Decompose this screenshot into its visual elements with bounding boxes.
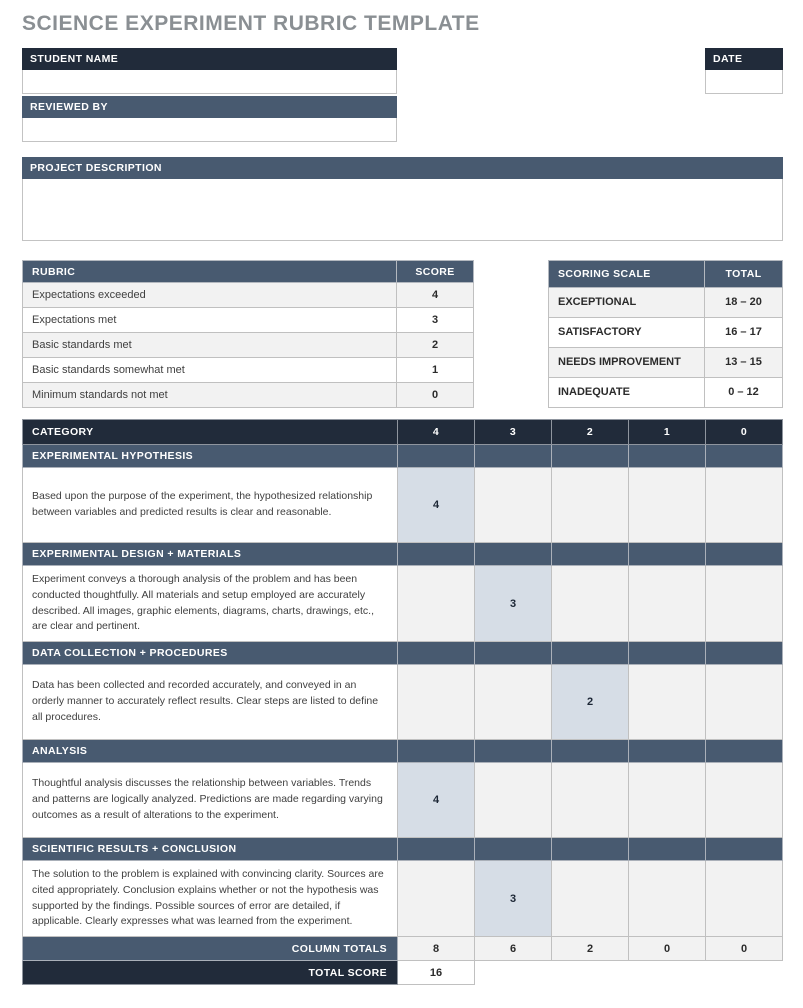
section-description-row xyxy=(23,468,783,543)
scoring-scale-table xyxy=(548,260,783,408)
empty-cell xyxy=(706,961,783,985)
empty-cell xyxy=(629,961,706,985)
total-score-row xyxy=(23,961,783,985)
scale-row-total: 0 – 12 xyxy=(705,377,783,407)
scale-header-total: TOTAL xyxy=(705,261,783,288)
scale-row xyxy=(549,317,783,347)
scale-row-total: 16 – 17 xyxy=(705,317,783,347)
score-cell[interactable]: 4 xyxy=(398,468,475,543)
rubric-row-score: 3 xyxy=(397,308,474,333)
score-cell[interactable] xyxy=(629,861,706,937)
rubric-row-score: 2 xyxy=(397,333,474,358)
rubric-row-label: Minimum standards not met xyxy=(23,383,397,408)
scale-row-total: 18 – 20 xyxy=(705,287,783,317)
section-title-row xyxy=(23,642,783,665)
score-column-header: 2 xyxy=(552,420,629,445)
section-description-row xyxy=(23,566,783,642)
scale-row xyxy=(549,377,783,407)
column-total-value: 0 xyxy=(629,937,706,961)
rubric-row xyxy=(23,383,474,408)
category-table-header xyxy=(23,420,783,445)
project-description-field[interactable] xyxy=(22,179,783,241)
section-title-cell xyxy=(398,543,475,566)
rubric-row xyxy=(23,358,474,383)
reference-tables-row xyxy=(22,260,783,408)
date-block xyxy=(705,48,783,144)
score-cell[interactable]: 3 xyxy=(475,861,552,937)
section-title-cell xyxy=(475,838,552,861)
category-scoring-table xyxy=(22,419,783,985)
date-field[interactable] xyxy=(705,70,783,94)
section-title-cell xyxy=(398,838,475,861)
section-title-cell xyxy=(706,642,783,665)
section-title-cell xyxy=(552,838,629,861)
score-cell[interactable] xyxy=(629,665,706,740)
student-name-label: STUDENT NAME xyxy=(22,48,397,70)
score-cell[interactable] xyxy=(398,861,475,937)
score-cell[interactable]: 4 xyxy=(398,763,475,838)
column-total-value: 2 xyxy=(552,937,629,961)
score-cell[interactable] xyxy=(629,763,706,838)
rubric-row-label: Expectations exceeded xyxy=(23,283,397,308)
score-cell[interactable] xyxy=(475,763,552,838)
section-description-row xyxy=(23,665,783,740)
section-title-cell xyxy=(706,838,783,861)
scale-header-label: SCORING SCALE xyxy=(549,261,705,288)
section-description: Experiment conveys a thorough analysis of the problem and has been conducted thoughtfully. All materials and setup employed are accurately described. All images, graphic elements, diagrams, charts, drawings, etc., are clear and pertinent. xyxy=(23,566,398,642)
section-title-cell xyxy=(398,642,475,665)
section-title-cell xyxy=(475,740,552,763)
scale-row-label: SATISFACTORY xyxy=(549,317,705,347)
score-cell[interactable] xyxy=(552,763,629,838)
column-total-value: 8 xyxy=(398,937,475,961)
score-cell[interactable]: 3 xyxy=(475,566,552,642)
rubric-table xyxy=(22,260,474,408)
section-description: Thoughtful analysis discusses the relationship between variables. Trends and patterns are logically analyzed. Predictions are made regarding varying outcomes as a result of alterations to the experiment. xyxy=(23,763,398,838)
scale-row-label: NEEDS IMPROVEMENT xyxy=(549,347,705,377)
page-title: SCIENCE EXPERIMENT RUBRIC TEMPLATE xyxy=(22,12,480,35)
reviewed-by-field[interactable] xyxy=(22,118,397,142)
rubric-row xyxy=(23,308,474,333)
scale-row-total: 13 – 15 xyxy=(705,347,783,377)
section-title-cell xyxy=(552,740,629,763)
section-title-cell xyxy=(706,445,783,468)
score-cell[interactable] xyxy=(475,468,552,543)
score-cell[interactable] xyxy=(398,665,475,740)
score-column-header: 1 xyxy=(629,420,706,445)
empty-cell xyxy=(552,961,629,985)
section-description-row xyxy=(23,861,783,937)
section-title-cell xyxy=(552,543,629,566)
score-cell[interactable]: 2 xyxy=(552,665,629,740)
section-title-row xyxy=(23,543,783,566)
student-name-block xyxy=(22,48,397,94)
rubric-row-score: 1 xyxy=(397,358,474,383)
total-score-label: TOTAL SCORE xyxy=(23,961,398,985)
section-title: SCIENTIFIC RESULTS + CONCLUSION xyxy=(23,838,398,861)
reviewed-by-label: REVIEWED BY xyxy=(22,96,397,118)
section-title-cell xyxy=(629,445,706,468)
score-cell[interactable] xyxy=(629,468,706,543)
section-title: DATA COLLECTION + PROCEDURES xyxy=(23,642,398,665)
total-score-value: 16 xyxy=(398,961,475,985)
section-title-cell xyxy=(629,740,706,763)
column-totals-label: COLUMN TOTALS xyxy=(23,937,398,961)
section-title-row xyxy=(23,838,783,861)
section-title-row xyxy=(23,740,783,763)
section-title-cell xyxy=(475,543,552,566)
section-title-cell xyxy=(398,445,475,468)
score-cell[interactable] xyxy=(706,861,783,937)
scale-row-label: EXCEPTIONAL xyxy=(549,287,705,317)
rubric-row-label: Basic standards somewhat met xyxy=(23,358,397,383)
rubric-header-score: SCORE xyxy=(397,261,474,283)
score-cell[interactable] xyxy=(552,468,629,543)
section-title-cell xyxy=(629,838,706,861)
score-cell[interactable] xyxy=(475,665,552,740)
rubric-row-score: 4 xyxy=(397,283,474,308)
section-description: Data has been collected and recorded accurately, and conveyed in an orderly manner to accurately reflect results. Clear steps are listed to define all procedures. xyxy=(23,665,398,740)
section-title-cell xyxy=(475,642,552,665)
reviewed-by-block xyxy=(22,96,397,142)
rubric-row-label: Basic standards met xyxy=(23,333,397,358)
section-title-cell xyxy=(398,740,475,763)
column-total-value: 6 xyxy=(475,937,552,961)
score-column-header: 4 xyxy=(398,420,475,445)
rubric-row-score: 0 xyxy=(397,383,474,408)
score-column-header: 0 xyxy=(706,420,783,445)
section-description-row xyxy=(23,763,783,838)
score-cell[interactable] xyxy=(629,566,706,642)
section-title-cell xyxy=(629,642,706,665)
category-header: CATEGORY xyxy=(23,420,398,445)
score-cell[interactable] xyxy=(552,861,629,937)
column-total-value: 0 xyxy=(706,937,783,961)
top-form-row xyxy=(22,48,783,144)
section-title-cell xyxy=(475,445,552,468)
scale-row xyxy=(549,347,783,377)
section-title: EXPERIMENTAL DESIGN + MATERIALS xyxy=(23,543,398,566)
empty-cell xyxy=(475,961,552,985)
rubric-row-label: Expectations met xyxy=(23,308,397,333)
scale-row xyxy=(549,287,783,317)
student-name-field[interactable] xyxy=(22,70,397,94)
score-cell[interactable] xyxy=(706,468,783,543)
score-cell[interactable] xyxy=(706,665,783,740)
score-column-header: 3 xyxy=(475,420,552,445)
section-title-cell xyxy=(706,543,783,566)
section-title-cell xyxy=(629,543,706,566)
rubric-row xyxy=(23,333,474,358)
section-title: EXPERIMENTAL HYPOTHESIS xyxy=(23,445,398,468)
project-description-label: PROJECT DESCRIPTION xyxy=(22,157,783,179)
scale-row-label: INADEQUATE xyxy=(549,377,705,407)
rubric-row xyxy=(23,283,474,308)
section-title: ANALYSIS xyxy=(23,740,398,763)
score-cell[interactable] xyxy=(552,566,629,642)
rubric-header-label: RUBRIC xyxy=(23,261,397,283)
date-label: DATE xyxy=(705,48,783,70)
section-title-cell xyxy=(552,642,629,665)
section-description: Based upon the purpose of the experiment, the hypothesized relationship between variables and predicted results is clear and reasonable. xyxy=(23,468,398,543)
project-description-block xyxy=(22,157,783,241)
section-title-cell xyxy=(552,445,629,468)
score-cell[interactable] xyxy=(706,763,783,838)
score-cell[interactable] xyxy=(706,566,783,642)
section-description: The solution to the problem is explained with convincing clarity. Sources are cited appropriately. Conclusion explains whether or not the hypothesis was supported by the findings. Possible sources of error are detailed, if applicable. Clearly expresses what was learned from the experiment. xyxy=(23,861,398,937)
score-cell[interactable] xyxy=(398,566,475,642)
section-title-cell xyxy=(706,740,783,763)
column-totals-row xyxy=(23,937,783,961)
section-title-row xyxy=(23,445,783,468)
